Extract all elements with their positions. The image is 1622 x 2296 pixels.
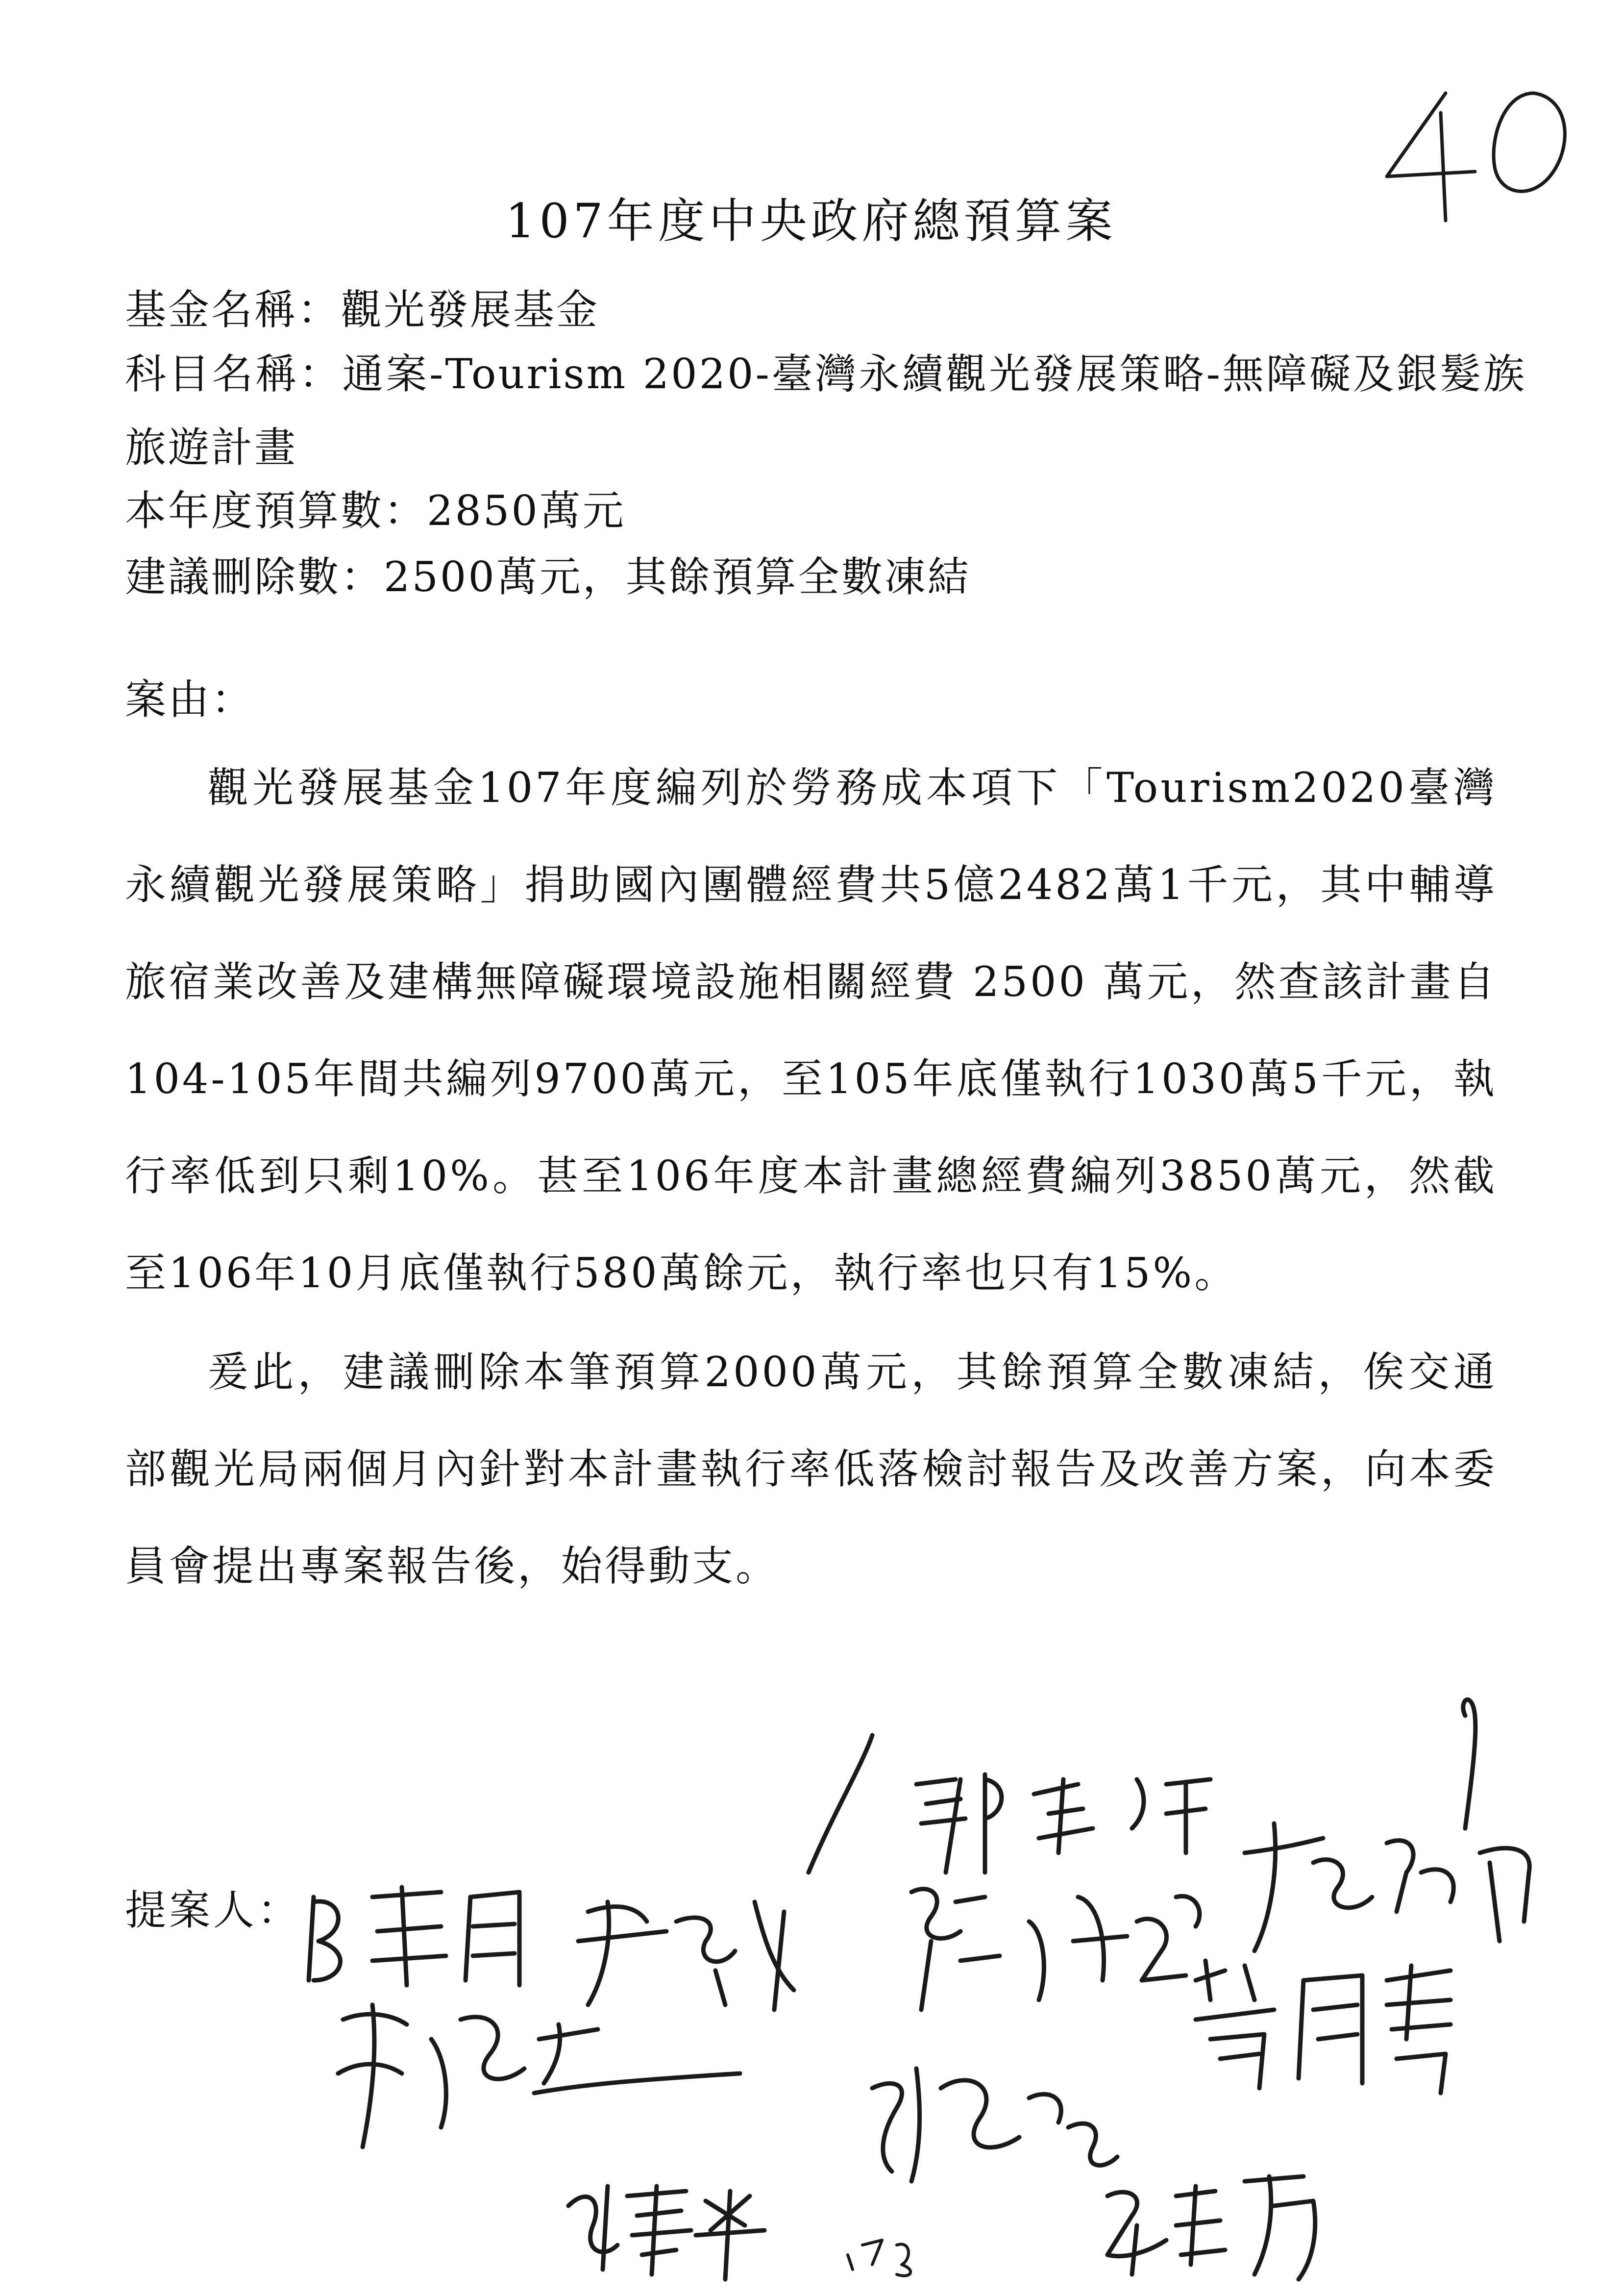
proposed-cut: 建議刪除數：2500萬元，其餘預算全數凍結	[125, 553, 971, 601]
document-title: 107年度中央政府總預算案	[505, 194, 1117, 249]
signature-9-icon	[568, 2186, 910, 2279]
signature-10-icon	[1107, 2176, 1315, 2279]
reason-heading: 案由：	[125, 675, 255, 724]
subject-name: 科目名稱：通案-Tourism 2020-臺灣永續觀光發展策略-無障礙及銀髮族旅遊計畫	[125, 350, 1526, 472]
proposer-label: 提案人：	[125, 1886, 302, 1934]
signature-5-icon	[1245, 1699, 1529, 1951]
signature-block	[0, 1667, 1622, 2294]
fund-name: 基金名稱：觀光發展基金	[125, 286, 600, 334]
signature-4-icon	[911, 1889, 1200, 2010]
signature-6-icon	[338, 2005, 740, 2147]
reason-paragraph-2: 爰此，建議刪除本筆預算2000萬元，其餘預算全數凍結，俟交通部觀光局兩個月內針對本計畫執行率低落檢討報告及改善方案，向本委員會提出專案報告後，始得動支。	[125, 1348, 1497, 1590]
signature-2-icon	[578, 1735, 872, 2010]
signature-7-icon	[1196, 1961, 1450, 2093]
handwritten-signatures-icon	[0, 1667, 1622, 2294]
signature-3-icon	[916, 1774, 1210, 1872]
signature-1-icon	[309, 1887, 519, 1985]
signature-8-icon	[872, 2069, 1117, 2181]
budget-amount: 本年度預算數：2850萬元	[125, 487, 626, 535]
reason-paragraph-1: 觀光發展基金107年度編列於勞務成本項下「Tourism2020臺灣永續觀光發展策略」捐助國內團體經費共5億2482萬1千元，其中輔導旅宿業改善及建構無障礙環境設施相關經費 2500 萬元，然查該計畫自104-105年間共編列9700萬元，至105年底僅執行1030萬5千元，執行率低到只剩10%。甚至106年度本計畫總經費編列3850萬元，然截至106年10月底僅執行580萬餘元，執行率也只有15%。	[125, 764, 1497, 1297]
